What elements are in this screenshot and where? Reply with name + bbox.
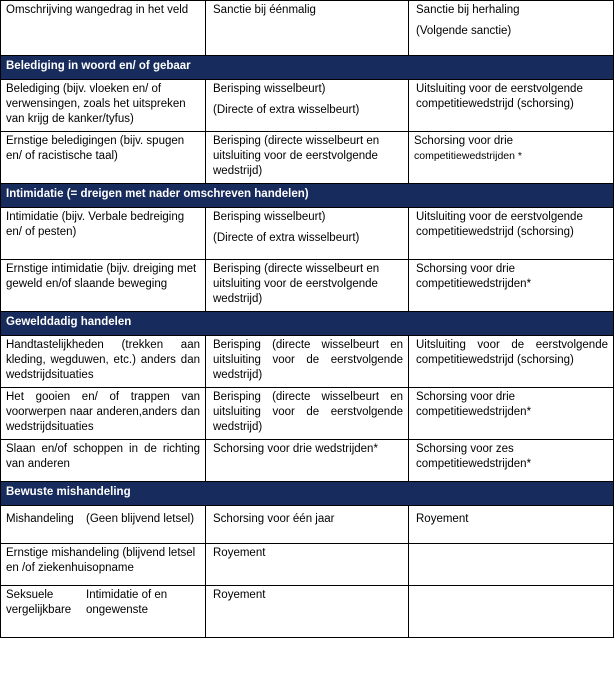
offense-label: Seksuele vergelijkbare [6, 589, 72, 616]
first-sanction [206, 80, 409, 132]
header-repeat-offense [409, 1, 614, 56]
repeat-sanction-line1: Schorsing voor drie [414, 135, 514, 147]
table-row [1, 336, 614, 388]
table-row [1, 506, 614, 544]
section-header-mishandeling [1, 482, 614, 506]
first-sanction: Berisping (directe wisselbeurt en uitsluiting voor de eerstvolgende wedstrijd) [206, 388, 409, 440]
repeat-sanction-line2: competitiewedstrijden* [416, 406, 532, 418]
table-row [1, 132, 614, 184]
repeat-sanction-line1: Schorsing voor drie [416, 263, 516, 275]
repeat-sanction-line2: competitiewedstrijden * [414, 150, 522, 162]
offense-description: Ernstige intimidatie (bijv. dreiging met geweld en/of slaande beweging [1, 260, 206, 312]
offense-detail: (Geen blijvend letsel) [86, 513, 195, 525]
table-row [1, 80, 614, 132]
offense-description [1, 586, 206, 638]
header-first-offense: Sanctie bij éénmalig [206, 1, 409, 56]
offense-description: Ernstige mishandeling (blijvend letsel en /of ziekenhuisopname [1, 544, 206, 586]
first-sanction: Royement [206, 586, 409, 638]
header-next-sanction: (Volgende sanctie) [416, 25, 512, 37]
header-repeat-label: Sanctie bij herhaling [416, 4, 520, 16]
offense-description: Handtastelijkheden (trekken aan kleding, wegduwen, etc.) anders dan wedstrijdsituaties [1, 336, 206, 388]
first-sanction: Schorsing voor één jaar [206, 506, 409, 544]
offense-description: Slaan en/of schoppen in de richting van anderen [1, 440, 206, 482]
repeat-sanction-line2: competitiewedstrijden* [416, 458, 532, 470]
repeat-sanction: Uitsluiting voor de eerstvolgende competitiewedstrijd (schorsing) [409, 80, 614, 132]
repeat-sanction [409, 132, 614, 184]
first-sanction [206, 208, 409, 260]
table-row [1, 586, 614, 638]
repeat-sanction: Uitsluiting voor de eerstvolgende competitiewedstrijd (schorsing) [409, 208, 614, 260]
table-row [1, 388, 614, 440]
first-sanction: Berisping (directe wisselbeurt en uitsluiting voor de eerstvolgende wedstrijd) [206, 260, 409, 312]
offense-detail: Intimidatie of en ongewenste [86, 589, 168, 616]
repeat-sanction [409, 260, 614, 312]
offense-label: Mishandeling [6, 513, 74, 525]
table-row [1, 260, 614, 312]
section-header-intimidatie [1, 184, 614, 208]
first-sanction: Royement [206, 544, 409, 586]
offense-description [1, 506, 206, 544]
section-title: Intimidatie (= dreigen met nader omschreven handelen) [1, 184, 614, 208]
offense-description: Ernstige beledigingen (bijv. spugen en/ of racistische taal) [1, 132, 206, 184]
first-sanction-extra: (Directe of extra wisselbeurt) [213, 232, 360, 244]
repeat-sanction: Uitsluiting voor de eerstvolgende competitiewedstrijd (schorsing) [409, 336, 614, 388]
repeat-sanction-line1: Schorsing voor drie [416, 391, 516, 403]
offense-description: Het gooien en/ of trappen van voorwerpen naar anderen,anders dan wedstrijdsituaties [1, 388, 206, 440]
repeat-sanction-line2: competitiewedstrijden* [416, 278, 532, 290]
section-header-belediging [1, 56, 614, 80]
first-sanction: Berisping (directe wisselbeurt en uitsluiting voor de eerstvolgende wedstrijd) [206, 336, 409, 388]
repeat-sanction: Royement [409, 506, 614, 544]
section-header-geweld [1, 312, 614, 336]
first-sanction-extra: (Directe of extra wisselbeurt) [213, 104, 360, 116]
table-row [1, 208, 614, 260]
first-sanction: Berisping (directe wisselbeurt en uitsluiting voor de eerstvolgende wedstrijd) [206, 132, 409, 184]
repeat-sanction [409, 586, 614, 638]
first-sanction: Schorsing voor drie wedstrijden* [206, 440, 409, 482]
section-title: Belediging in woord en/ of gebaar [1, 56, 614, 80]
offense-description: Belediging (bijv. vloeken en/ of verwensingen, zoals het uitspreken van krijg de kanker/tyfus) [1, 80, 206, 132]
repeat-sanction [409, 388, 614, 440]
first-sanction-text: Berisping wisselbeurt) [213, 83, 326, 95]
header-description: Omschrijving wangedrag in het veld [1, 1, 206, 56]
section-title: Bewuste mishandeling [1, 482, 614, 506]
table-row [1, 440, 614, 482]
section-title: Gewelddadig handelen [1, 312, 614, 336]
repeat-sanction [409, 440, 614, 482]
offense-description: Intimidatie (bijv. Verbale bedreiging en/ of pesten) [1, 208, 206, 260]
first-sanction-text: Berisping wisselbeurt) [213, 211, 326, 223]
repeat-sanction-line1: Schorsing voor zes [416, 443, 514, 455]
header-row [1, 1, 614, 56]
table-row [1, 544, 614, 586]
repeat-sanction [409, 544, 614, 586]
